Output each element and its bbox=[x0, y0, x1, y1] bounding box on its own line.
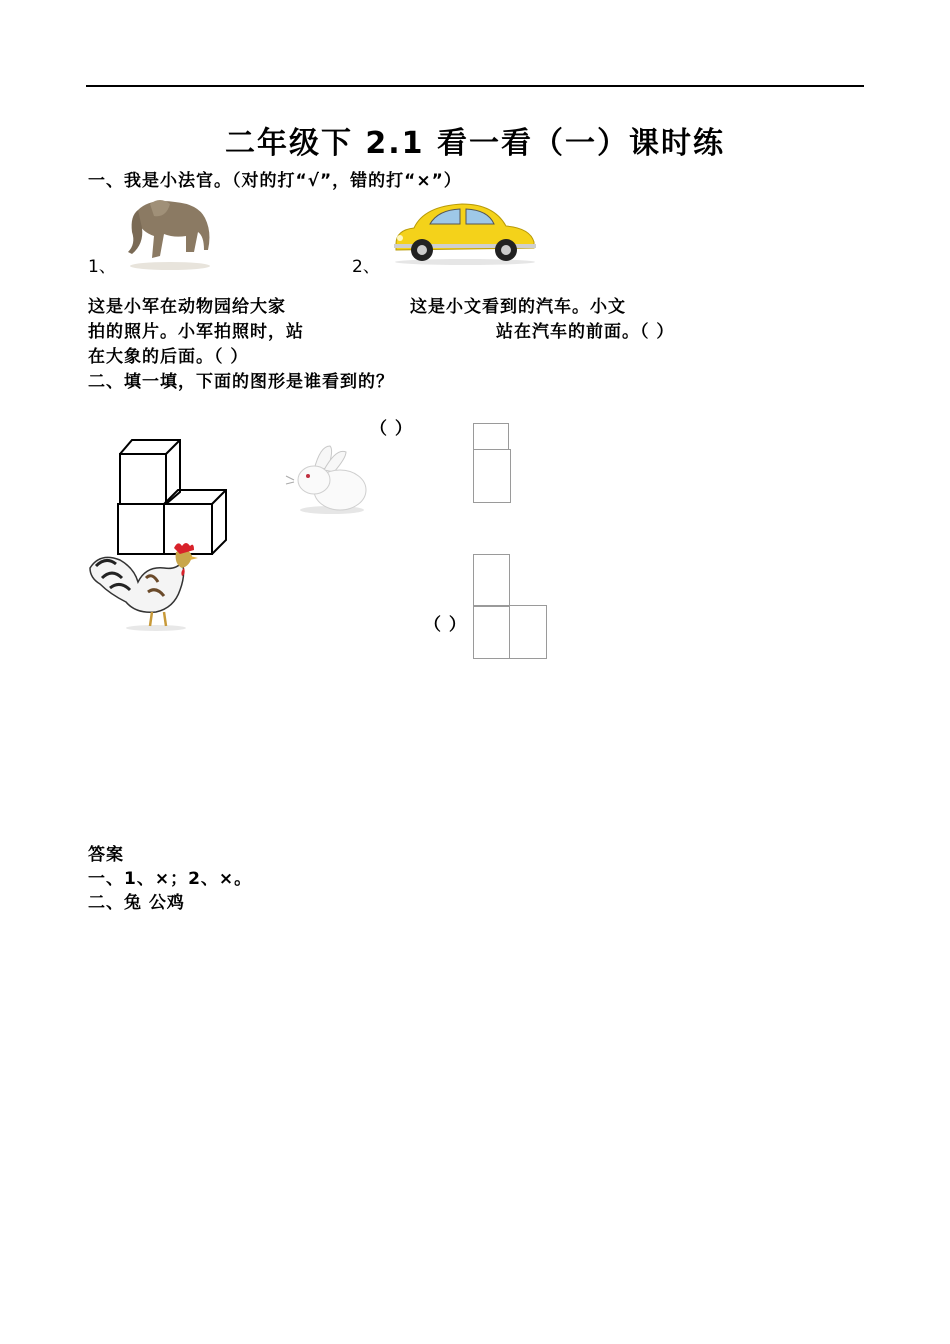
blank-2[interactable]: （ ） bbox=[424, 615, 467, 635]
view2-bottom-left-square bbox=[473, 605, 510, 659]
view1-top-square bbox=[473, 423, 509, 450]
view1-bottom-square bbox=[473, 449, 511, 503]
rooster-icon bbox=[86, 538, 202, 632]
page-title: 二年级下 2.1 看一看（一）课时练 bbox=[224, 126, 726, 161]
q1-line3: 在大象的后面。（ ） bbox=[88, 347, 249, 367]
q2-line1: 这是小文看到的汽车。小文 bbox=[410, 297, 626, 317]
blank-1[interactable]: （ ） bbox=[370, 419, 413, 439]
answers-heading: 答案 bbox=[88, 845, 124, 865]
car-icon bbox=[390, 200, 540, 266]
q1-line2: 拍的照片。小军拍照时，站 bbox=[88, 322, 304, 342]
elephant-icon bbox=[120, 192, 220, 272]
view2-bottom-right-square bbox=[509, 605, 547, 659]
section2-heading: 二、填一填，下面的图形是谁看到的？ bbox=[88, 372, 394, 392]
q2-number: 2、 bbox=[352, 257, 380, 277]
q1-number: 1、 bbox=[88, 257, 116, 277]
view2-top-square bbox=[473, 554, 510, 607]
section1-heading: 一、我是小法官。（对的打“√”，错的打“×”） bbox=[88, 171, 462, 191]
answers-line2: 二、兔 公鸡 bbox=[88, 893, 185, 913]
header-rule bbox=[86, 85, 864, 87]
q2-line2: 站在汽车的前面。（ ） bbox=[496, 322, 675, 342]
rabbit-icon bbox=[284, 440, 370, 516]
q1-line1: 这是小军在动物园给大家 bbox=[88, 297, 286, 317]
answers-line1: 一、1、×；2、×。 bbox=[88, 869, 253, 889]
